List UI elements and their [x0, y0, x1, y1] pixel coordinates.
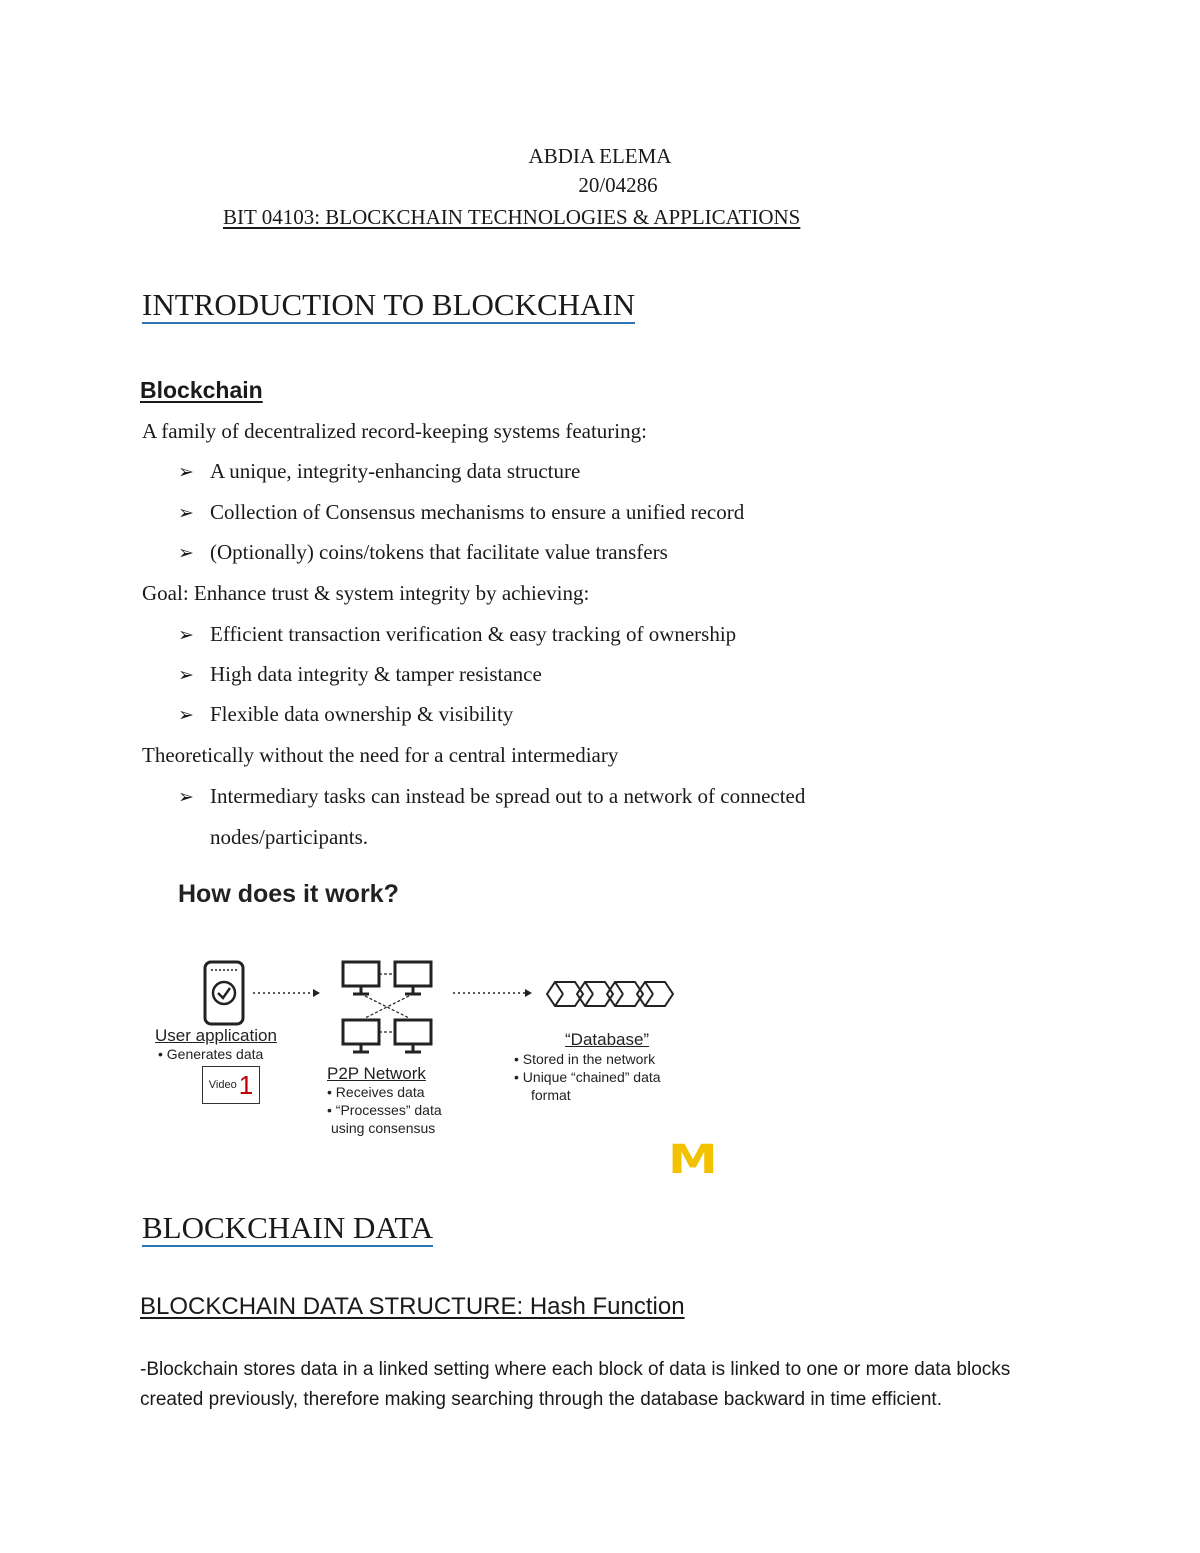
- p2p-bullet: • “Processes” data: [327, 1102, 442, 1118]
- arrow-bullet-icon: ➢: [178, 664, 194, 686]
- arrow-bullet-icon: ➢: [178, 704, 194, 726]
- paragraph-line: -Blockchain stores data in a linked setting where each block of data is linked to one or more data blocks: [140, 1359, 1011, 1380]
- arrow-bullet-icon: ➢: [178, 786, 194, 808]
- p2p-bullet: • Receives data: [327, 1084, 425, 1100]
- dotted-arrow-icon: [253, 989, 320, 997]
- chained-blocks-icon: [547, 982, 673, 1006]
- p2p-network-label: P2P Network: [327, 1064, 426, 1083]
- goal-item: [178, 660, 542, 689]
- section-heading-intro-text: INTRODUCTION TO BLOCKCHAIN: [142, 287, 636, 322]
- database-bullet: • Stored in the network: [514, 1051, 656, 1067]
- arrow-bullet-icon: ➢: [178, 502, 194, 524]
- section-heading-intro: [142, 285, 635, 325]
- arrow-bullet-icon: ➢: [178, 624, 194, 646]
- video-label: Video: [208, 1079, 237, 1091]
- goal-item: [178, 620, 736, 649]
- feature-item: [178, 457, 580, 486]
- feature-item: [178, 538, 668, 567]
- subheading-blockchain: Blockchain: [140, 377, 263, 403]
- phone-icon: [205, 962, 243, 1024]
- dotted-arrow-icon: [453, 989, 532, 997]
- paragraph-line: created previously, therefore making searching through the database backward in time efficient.: [140, 1389, 942, 1410]
- p2p-network-bullets: [327, 1083, 442, 1137]
- database-bullets: [514, 1050, 661, 1104]
- database-bullet-continuation: format: [531, 1087, 571, 1103]
- figure-title: How does it work?: [178, 880, 399, 908]
- feature-text: A unique, integrity-enhancing data structure: [210, 459, 581, 483]
- university-logo-icon: M: [668, 1137, 718, 1183]
- course-title: BIT 04103: BLOCKCHAIN TECHNOLOGIES & APPLICATIONS: [223, 205, 801, 229]
- user-application-label: User application: [155, 1026, 277, 1045]
- theory-item: [178, 782, 805, 811]
- user-application-bullet: • Generates data: [158, 1046, 264, 1062]
- section-heading-blockchain-data-text: BLOCKCHAIN DATA: [142, 1210, 434, 1245]
- arrow-bullet-icon: ➢: [178, 542, 194, 564]
- goal-item-text: Flexible data ownership & visibility: [210, 702, 514, 726]
- subheading-data-structure: BLOCKCHAIN DATA STRUCTURE: Hash Function: [140, 1293, 685, 1320]
- feature-item: [178, 498, 744, 527]
- feature-text: (Optionally) coins/tokens that facilitate value transfers: [210, 540, 668, 564]
- paragraph: [140, 1355, 1060, 1415]
- arrow-bullet-icon: ➢: [178, 461, 194, 483]
- goal-text: Goal: Enhance trust & system integrity by achieving:: [142, 581, 590, 605]
- database-label: “Database”: [565, 1030, 650, 1049]
- goal-item-text: High data integrity & tamper resistance: [210, 662, 542, 686]
- intro-text: A family of decentralized record-keeping systems featuring:: [142, 419, 647, 443]
- goal-item-text: Efficient transaction verification & easy tracking of ownership: [210, 622, 737, 646]
- author-name: ABDIA ELEMA: [528, 144, 672, 168]
- p2p-network-icon: [343, 962, 431, 1052]
- section-heading-blockchain-data: [142, 1208, 433, 1248]
- video-number: 1: [238, 1070, 254, 1100]
- goal-item: [178, 700, 513, 729]
- p2p-bullet-continuation: using consensus: [331, 1120, 436, 1136]
- theory-text: Theoretically without the need for a central intermediary: [142, 743, 619, 767]
- user-application-bullet-text: Generates data: [166, 1046, 264, 1062]
- student-id: 20/04286: [578, 173, 658, 197]
- theory-item-text: Intermediary tasks can instead be spread out to a network of connected: [210, 784, 806, 808]
- theory-item-continuation: nodes/participants.: [210, 825, 369, 849]
- feature-text: Collection of Consensus mechanisms to ensure a unified record: [210, 500, 745, 524]
- database-bullet: • Unique “chained” data: [514, 1069, 661, 1085]
- video-box: [202, 1066, 260, 1104]
